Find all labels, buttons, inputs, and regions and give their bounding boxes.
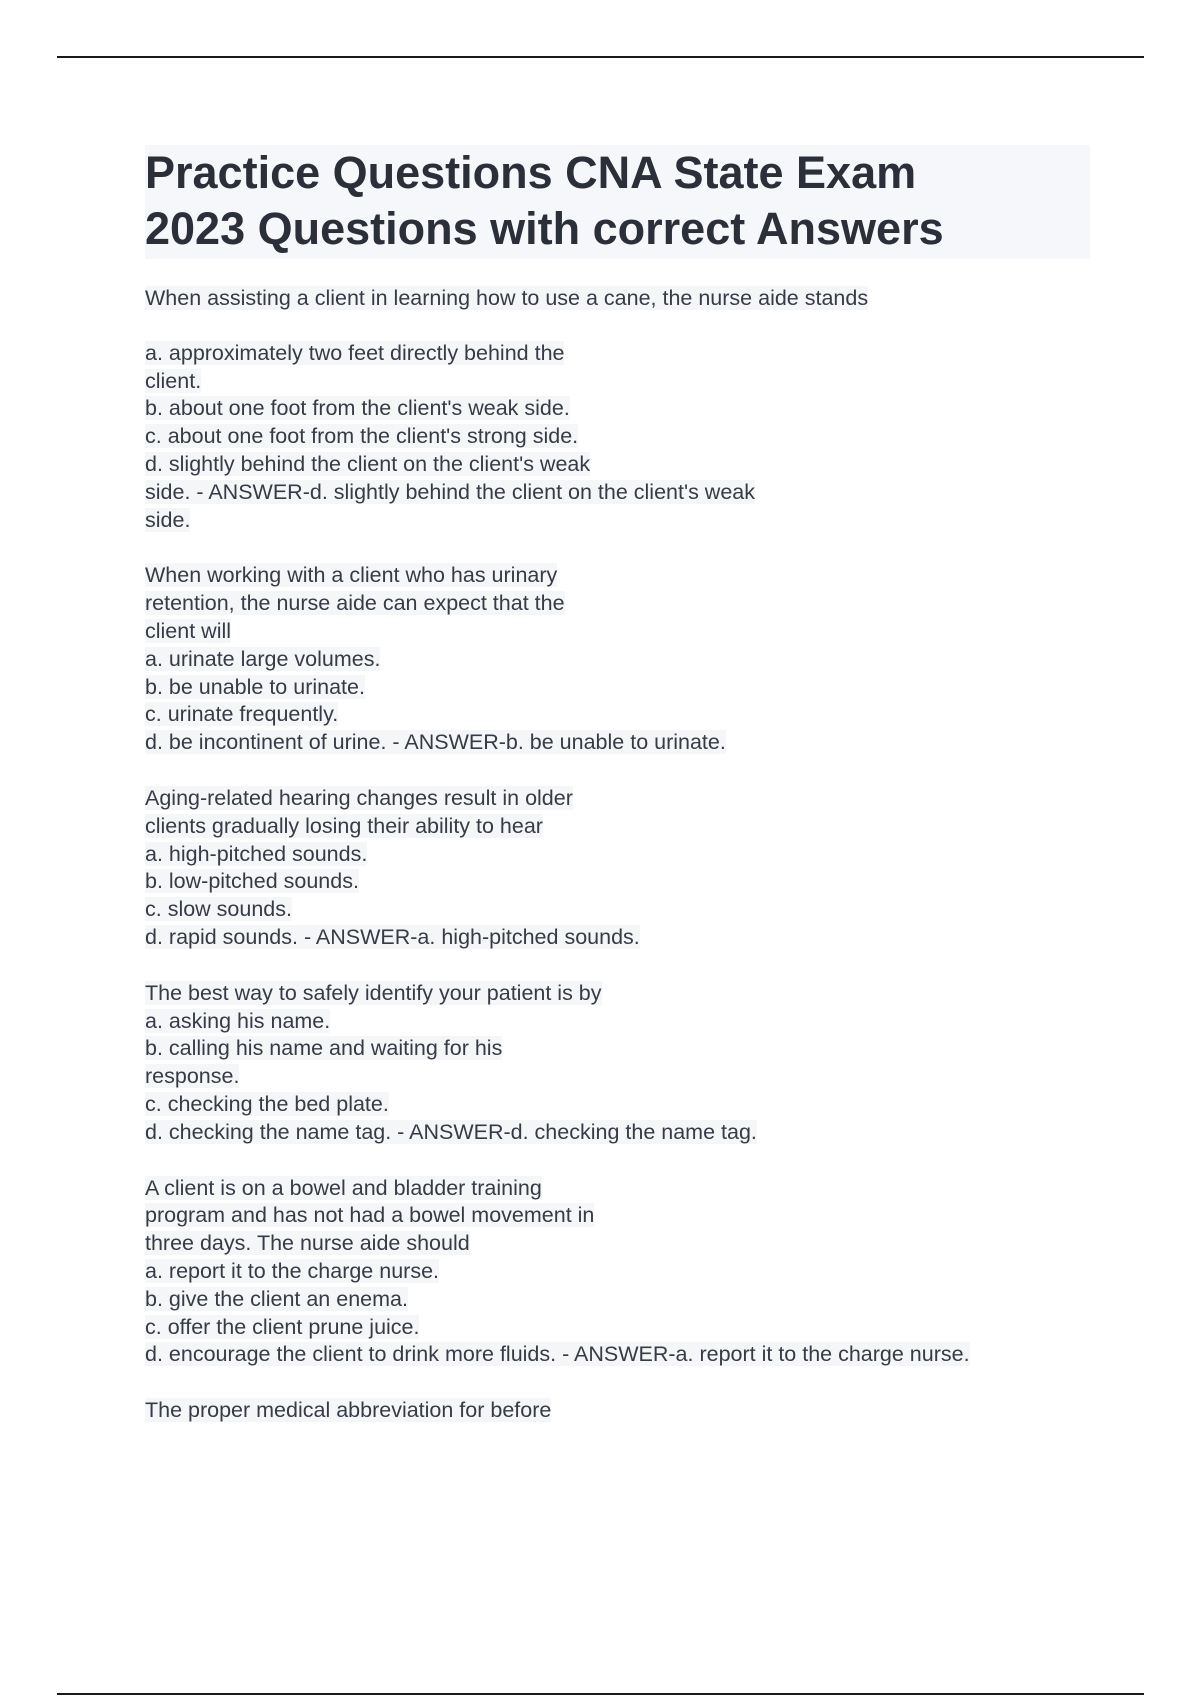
question-stem-line — [145, 562, 1090, 590]
answer-option-line — [145, 1119, 1090, 1147]
question-stem-text: The best way to safely identify your patient is by — [145, 980, 602, 1005]
answer-option-line — [145, 1063, 1090, 1091]
title-line-2: 2023 Questions with correct Answers — [145, 203, 944, 254]
question-stem-text: client will — [145, 618, 232, 643]
footer-rule — [57, 1693, 1144, 1695]
question-block — [145, 1175, 1090, 1370]
question-block — [145, 1397, 1090, 1425]
question-stem-text: When working with a client who has urinary — [145, 563, 558, 588]
document-content — [145, 145, 1090, 1453]
question-stem-line — [145, 980, 1090, 1008]
question-stem-text: The proper medical abbreviation for before — [145, 1398, 552, 1423]
answer-option-text: d. rapid sounds. - ANSWER-a. high-pitched sounds. — [145, 924, 640, 949]
question-stem-text: program and has not had a bowel movement in — [145, 1203, 595, 1228]
question-stem-line — [145, 813, 1090, 841]
question-stem-line — [145, 618, 1090, 646]
question-stem-line — [145, 1175, 1090, 1203]
answer-option-text: b. calling his name and waiting for his — [145, 1036, 503, 1061]
answer-option-text: b. low-pitched sounds. — [145, 869, 359, 894]
question-stem-line — [145, 285, 1090, 313]
answer-option-text: c. offer the client prune juice. — [145, 1314, 420, 1339]
answer-option-line — [145, 729, 1090, 757]
question-stem-text: When assisting a client in learning how to use a cane, the nurse aide stands — [145, 286, 869, 310]
question-block — [145, 785, 1090, 952]
question-list — [145, 285, 1090, 1425]
answer-option-text: side. — [145, 507, 191, 532]
answer-option-text: a. report it to the charge nurse. — [145, 1258, 439, 1283]
answer-option-line — [145, 646, 1090, 674]
answer-option-text: c. about one foot from the client's strong side. — [145, 424, 579, 449]
question-block — [145, 980, 1090, 1147]
answer-option-line — [145, 674, 1090, 702]
answer-option-text: b. be unable to urinate. — [145, 674, 365, 699]
title-line-1: Practice Questions CNA State Exam — [145, 147, 917, 198]
answer-option-text: b. about one foot from the client's weak side. — [145, 396, 570, 421]
answer-option-line — [145, 451, 1090, 479]
answer-option-line — [145, 1314, 1090, 1342]
document-title — [145, 145, 1090, 259]
answer-option-text: side. - ANSWER-d. slightly behind the client on the client's weak — [145, 479, 755, 504]
question-stem-line — [145, 1397, 1090, 1425]
question-stem-text: retention, the nurse aide can expect that the — [145, 591, 565, 616]
question-stem-text: A client is on a bowel and bladder training — [145, 1175, 542, 1200]
answer-option-line — [145, 507, 1090, 535]
answer-option-line — [145, 423, 1090, 451]
answer-option-text: a. asking his name. — [145, 1008, 331, 1033]
answer-option-line — [145, 1091, 1090, 1119]
answer-option-text: a. high-pitched sounds. — [145, 841, 368, 866]
answer-option-text: d. slightly behind the client on the client's weak — [145, 451, 591, 476]
answer-option-line — [145, 868, 1090, 896]
answer-option-text: d. be incontinent of urine. - ANSWER-b. be unable to urinate. — [145, 730, 726, 755]
answer-option-line — [145, 395, 1090, 423]
stem-spacer — [145, 313, 1090, 340]
answer-option-text: response. — [145, 1064, 240, 1089]
answer-option-line — [145, 924, 1090, 952]
question-stem-line — [145, 590, 1090, 618]
question-stem-text: Aging-related hearing changes result in older — [145, 785, 573, 810]
question-block — [145, 285, 1090, 534]
answer-option-line — [145, 368, 1090, 396]
answer-option-text: client. — [145, 368, 202, 393]
question-stem-text: three days. The nurse aide should — [145, 1231, 470, 1256]
answer-option-line — [145, 1008, 1090, 1036]
answer-option-line — [145, 1341, 1090, 1369]
question-stem-line — [145, 1202, 1090, 1230]
answer-option-text: a. approximately two feet directly behind the — [145, 340, 565, 365]
answer-option-line — [145, 701, 1090, 729]
question-stem-line — [145, 1230, 1090, 1258]
answer-option-text: b. give the client an enema. — [145, 1286, 408, 1311]
answer-option-line — [145, 340, 1090, 368]
question-block — [145, 562, 1090, 757]
answer-option-line — [145, 1035, 1090, 1063]
header-rule — [57, 56, 1144, 58]
answer-option-line — [145, 479, 1090, 507]
answer-option-text: d. checking the name tag. - ANSWER-d. checking the name tag. — [145, 1119, 757, 1144]
answer-option-line — [145, 841, 1090, 869]
answer-option-line — [145, 1258, 1090, 1286]
answer-option-text: c. slow sounds. — [145, 897, 292, 922]
answer-option-text: a. urinate large volumes. — [145, 646, 381, 671]
answer-option-text: c. urinate frequently. — [145, 702, 339, 727]
answer-option-line — [145, 1286, 1090, 1314]
question-stem-line — [145, 785, 1090, 813]
answer-option-text: c. checking the bed plate. — [145, 1091, 389, 1116]
answer-option-line — [145, 896, 1090, 924]
answer-option-text: d. encourage the client to drink more fluids. - ANSWER-a. report it to the charge nurse. — [145, 1342, 970, 1367]
question-stem-text: clients gradually losing their ability to hear — [145, 813, 543, 838]
